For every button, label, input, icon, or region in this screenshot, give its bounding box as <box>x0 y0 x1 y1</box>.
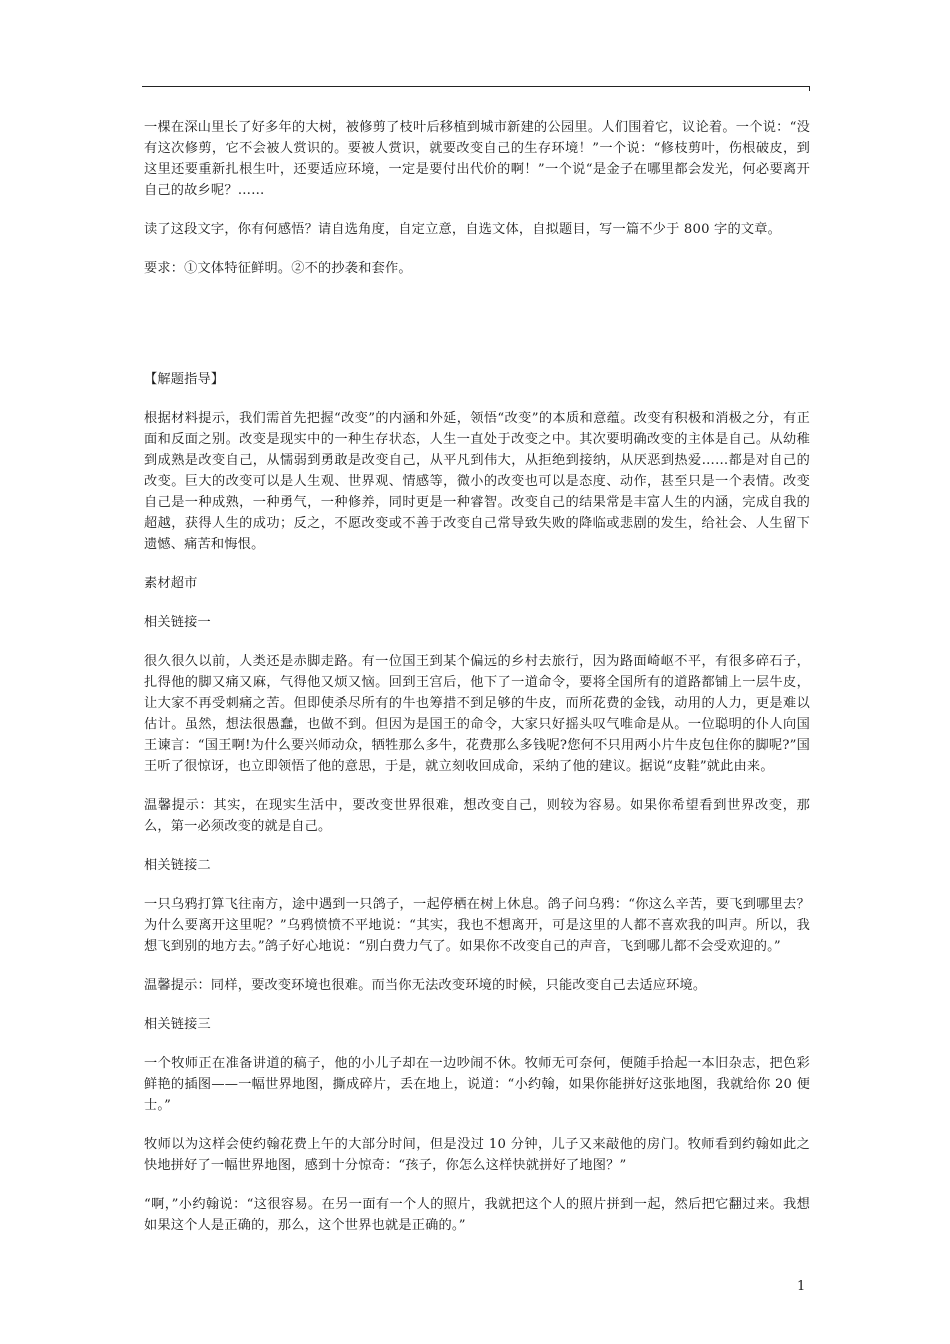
link-heading-2: 相关链接二 <box>144 858 211 873</box>
section-heading-materials: 素材超市 <box>144 576 198 591</box>
story-paragraph-3b: 牧师以为这样会使约翰花费上午的大部分时间，但是没过 10 分钟，儿子又来敲他的房门。牧师看到约翰如此之快地拼好了一幅世界地图，感到十分惊奇：“孩子，你怎么这样快就拼好了地图？” <box>144 1137 810 1173</box>
page-number: 1 <box>797 1279 806 1294</box>
story-paragraph-3a: 一个牧师正在准备讲道的稿子，他的小儿子却在一边吵闹不休。牧师无可奈何，便随手拾起一本旧杂志，把色彩鲜艳的插图——一幅世界地图，撕成碎片，丢在地上，说道：“小约翰，如果你能拼好这张地图，我就给你 20 便士。” <box>144 1056 810 1113</box>
requirements-paragraph: 要求：①文体特征鲜明。②不的抄袭和套作。 <box>144 261 412 276</box>
story-paragraph-1: 很久很久以前，人类还是赤脚走路。有一位国王到某个偏远的乡村去旅行，因为路面崎岖不平，有很多碎石子，扎得他的脚又痛又麻，气得他又烦又恼。回到王宫后，他下了一道命令，要将全国所有的道路都铺上一层牛皮，让大家不再受刺痛之苦。但即使杀尽所有的牛也筹措不到足够的牛皮，而所花费的金钱，动用的人力，更是难以估计。虽然，想法很愚蠢，也做不到。但因为是国王的命令，大家只好摇头叹气唯命是从。一位聪明的仆人向国王谏言：“国王啊!为什么要兴师动众，牺牲那么多牛，花费那么多钱呢?您何不只用两小片牛皮包住你的脚呢?”国王听了很惊讶，也立即领悟了他的意思，于是，就立刻收回成命，采纳了他的建议。据说“皮鞋”就此由来。 <box>144 654 810 774</box>
document-body <box>144 117 810 1254</box>
link-heading-1: 相关链接一 <box>144 615 211 630</box>
header-rule-tick <box>809 86 810 91</box>
tip-paragraph-2: 温馨提示：同样，要改变环境也很难。而当你无法改变环境的时候，只能改变自己去适应环境。 <box>144 978 707 993</box>
section-heading-guidance: 【解题指导】 <box>144 372 225 387</box>
prompt-material-paragraph: 一棵在深山里长了好多年的大树，被修剪了枝叶后移植到城市新建的公园里。人们围着它，议论着。一个说：“没有这次修剪，它不会被人赏识的。要被人赏识，就要改变自己的生存环境！”一个说：“修枝剪叶，伤根破皮，到这里还要重新扎根生叶，还要适应环境，一定是要付出代价的啊！”一个说“是金子在哪里都会发光，何必要离开自己的故乡呢？…… <box>144 120 810 198</box>
story-paragraph-2: 一只乌鸦打算飞往南方，途中遇到一只鸽子，一起停栖在树上休息。鸽子问乌鸦：“你这么辛苦，要飞到哪里去？为什么要离开这里呢？”乌鸦愤愤不平地说：“其实，我也不想离开，可是这里的人都不喜欢我的叫声。所以，我想飞到别的地方去。”鸽子好心地说：“别白费力气了。如果你不改变自己的声音，飞到哪儿都不会受欢迎的。” <box>144 897 810 954</box>
writing-task-paragraph: 读了这段文字，你有何感悟？请自选角度，自定立意，自选文体，自拟题目，写一篇不少于 800 字的文章。 <box>144 222 781 237</box>
blank-space <box>144 297 810 369</box>
tip-paragraph-1: 温馨提示：其实，在现实生活中，要改变世界很难，想改变自己，则较为容易。如果你希望看到世界改变，那么，第一必须改变的就是自己。 <box>144 798 810 834</box>
story-paragraph-3c: “啊，”小约翰说：“这很容易。在另一面有一个人的照片，我就把这个人的照片拼到一起，然后把它翻过来。我想如果这个人是正确的，那么，这个世界也就是正确的。” <box>144 1197 810 1233</box>
header-rule <box>142 86 810 87</box>
guidance-paragraph: 根据材料提示，我们需首先把握“改变”的内涵和外延，领悟“改变”的本质和意蕴。改变有积极和消极之分，有正面和反面之别。改变是现实中的一种生存状态，人生一直处于改变之中。其次要明确改变的主体是自己。从幼稚到成熟是改变自己，从懦弱到勇敢是改变自己，从平凡到伟大，从拒绝到接纳，从厌恶到热爱……都是对自己的改变。巨大的改变可以是人生观、世界观、情感等，微小的改变也可以是态度、动作，甚至只是一个表情。改变自己是一种成熟，一种勇气，一种修养，同时更是一种睿智。改变自己的结果常是丰富人生的内涵，完成自我的超越，获得人生的成功；反之，不愿改变或不善于改变自己常导致失败的降临或悲剧的发生，给社会、人生留下遗憾、痛苦和悔恨。 <box>144 411 810 552</box>
link-heading-3: 相关链接三 <box>144 1017 211 1032</box>
